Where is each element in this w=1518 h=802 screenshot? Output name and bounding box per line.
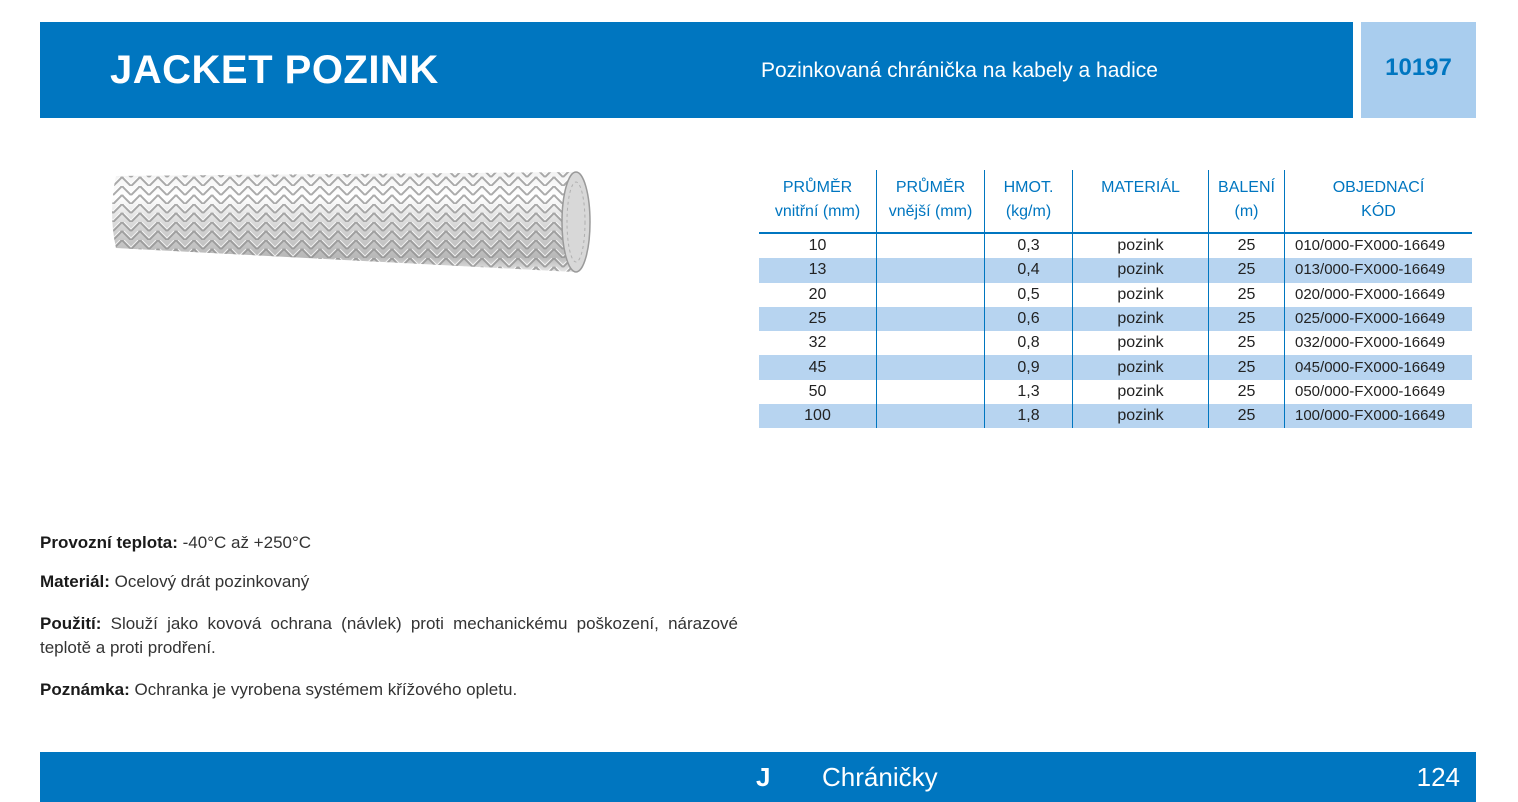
usage-label: Použití: xyxy=(40,614,102,633)
table-row xyxy=(759,380,1472,404)
cell-material: pozink xyxy=(1073,233,1209,258)
operating-temperature xyxy=(40,531,738,555)
cell-material: pozink xyxy=(1073,380,1209,404)
cell-order-code: 032/000-FX000-16649 xyxy=(1285,331,1473,355)
section-name: Chráničky xyxy=(822,762,938,792)
usage-value: Slouží jako kovová ochrana (návlek) proti mechanickému poškození, nárazové teplotě a proti prodření. xyxy=(40,614,739,657)
note-value: Ochranka je vyrobena systémem křížového opletu. xyxy=(134,680,518,699)
cell-outer-diameter xyxy=(877,233,985,258)
cell-packaging: 25 xyxy=(1209,355,1285,379)
cell-outer-diameter xyxy=(877,283,985,307)
cell-material: pozink xyxy=(1073,404,1209,428)
cell-packaging: 25 xyxy=(1209,233,1285,258)
cell-inner-diameter: 45 xyxy=(759,355,877,379)
table-header-row xyxy=(759,170,1472,233)
cell-order-code: 100/000-FX000-16649 xyxy=(1285,404,1473,428)
cell-inner-diameter: 100 xyxy=(759,404,877,428)
page-header xyxy=(40,22,1353,118)
cell-material: pozink xyxy=(1073,258,1209,282)
col-header-weight: HMOT. (kg/m) xyxy=(985,170,1073,233)
cell-order-code: 025/000-FX000-16649 xyxy=(1285,307,1473,331)
material-label: Materiál: xyxy=(40,572,110,591)
col-header-order-code: OBJEDNACÍ KÓD xyxy=(1285,170,1473,233)
col-header-packaging: BALENÍ (m) xyxy=(1209,170,1285,233)
operating-temperature-value: -40°C až +250°C xyxy=(182,533,312,552)
cell-order-code: 020/000-FX000-16649 xyxy=(1285,283,1473,307)
operating-temperature-label: Provozní teplota: xyxy=(40,533,178,552)
cell-outer-diameter xyxy=(877,307,985,331)
cell-inner-diameter: 10 xyxy=(808,237,827,255)
cell-inner-diameter: 50 xyxy=(808,382,827,400)
cell-material: pozink xyxy=(1073,307,1209,331)
page-number: 124 xyxy=(1416,762,1460,792)
cell-order-code: 010/000-FX000-16649 xyxy=(1285,233,1473,258)
material-info xyxy=(40,570,738,594)
cell-packaging: 25 xyxy=(1209,380,1285,404)
table-row xyxy=(759,355,1472,379)
cell-inner-diameter: 13 xyxy=(759,258,877,282)
cell-packaging: 25 xyxy=(1209,307,1285,331)
product-subtitle: Pozinkovaná chránička na kabely a hadice xyxy=(761,59,1158,82)
product-code: 10197 xyxy=(1385,54,1452,81)
cell-material: pozink xyxy=(1073,331,1209,355)
table-row xyxy=(759,404,1472,428)
cell-weight: 0,5 xyxy=(985,283,1073,307)
page-footer xyxy=(40,752,1476,802)
cell-order-code: 013/000-FX000-16649 xyxy=(1285,258,1473,282)
cell-weight: 0,4 xyxy=(985,258,1073,282)
col-header-material: MATERIÁL xyxy=(1073,170,1209,233)
cell-weight: 1,3 xyxy=(985,380,1073,404)
braided-sleeve-image xyxy=(104,150,599,290)
spec-table xyxy=(759,170,1472,428)
cell-weight: 0,9 xyxy=(985,355,1073,379)
cell-order-code: 045/000-FX000-16649 xyxy=(1285,355,1473,379)
cell-packaging: 25 xyxy=(1209,258,1285,282)
section-letter: J xyxy=(756,762,771,792)
cell-packaging: 25 xyxy=(1209,283,1285,307)
table-row xyxy=(759,258,1472,282)
cell-weight: 0,3 xyxy=(985,233,1073,258)
cell-material: pozink xyxy=(1073,283,1209,307)
product-code-box xyxy=(1361,22,1476,118)
usage-info xyxy=(40,612,738,660)
table-row xyxy=(759,283,1472,307)
cell-outer-diameter xyxy=(877,380,985,404)
material-value: Ocelový drát pozinkovaný xyxy=(114,572,310,591)
table-row xyxy=(759,307,1472,331)
col-header-outer-diameter: PRŮMĚR vnější (mm) xyxy=(877,170,985,233)
cell-inner-diameter: 20 xyxy=(808,285,827,303)
note-info xyxy=(40,678,738,702)
col-header-inner-diameter: PRŮMĚR vnitřní (mm) xyxy=(759,170,877,233)
cell-weight: 1,8 xyxy=(985,404,1073,428)
note-label: Poznámka: xyxy=(40,680,130,699)
cell-outer-diameter xyxy=(877,258,985,282)
cell-inner-diameter: 25 xyxy=(759,307,877,331)
table-row xyxy=(759,331,1472,355)
cell-inner-diameter: 32 xyxy=(808,334,827,352)
cell-packaging: 25 xyxy=(1209,404,1285,428)
cell-outer-diameter xyxy=(877,355,985,379)
cell-outer-diameter xyxy=(877,404,985,428)
product-title: JACKET POZINK xyxy=(110,48,439,92)
cell-order-code: 050/000-FX000-16649 xyxy=(1285,380,1473,404)
cell-outer-diameter xyxy=(877,331,985,355)
cell-material: pozink xyxy=(1073,355,1209,379)
cell-weight: 0,6 xyxy=(985,307,1073,331)
cell-packaging: 25 xyxy=(1209,331,1285,355)
table-row xyxy=(759,233,1472,258)
cell-weight: 0,8 xyxy=(985,331,1073,355)
